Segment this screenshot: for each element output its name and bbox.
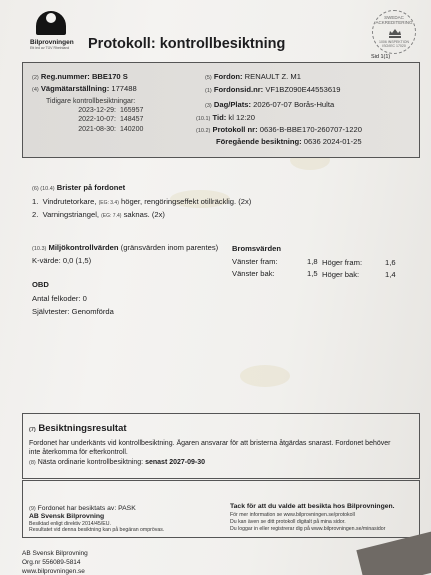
brakes-heading: Bromsvärden: [232, 244, 281, 253]
brake-left-rear-value: 1,5: [307, 269, 318, 278]
footer-box: [22, 480, 420, 538]
company-website: www.bilprovningen.se: [22, 568, 85, 575]
bilprovningen-logo: [30, 11, 72, 50]
brake-left-rear: Vänster bak:: [232, 269, 275, 278]
vehicle-model-field: (5) Fordon: RENAULT Z. M1: [205, 72, 301, 81]
page-number: Sid 1(1): [371, 54, 391, 60]
seal-top-text: SWEDAC ACKREDITERING: [375, 15, 413, 25]
info-line-1: För mer information se www.bilprovningen.se/protokoll: [230, 512, 355, 518]
appeal-text: Resultatet vid denna besiktning kan på begäran omprövas.: [29, 527, 165, 533]
brand-subtitle: Ett led av TÜV Rheinland: [30, 46, 70, 50]
time-field: (10.1) Tid: kl 12:20: [196, 113, 256, 122]
next-inspection-field: (8) Nästa ordinarie kontrollbesiktning: senast 2027-09-30: [29, 459, 206, 466]
thanks-text: Tack för att du valde att besikta hos Bilprovningen.: [230, 503, 395, 510]
info-line-3: Du loggar in eller registrerar dig på www.bilprovningen.se/minasidor: [230, 526, 386, 532]
directive-text: Besiktad enligt direktiv 2014/45/EU.: [29, 521, 111, 527]
seal-bottom-text: 1006 INSPEKTION ISO/IEC 17020: [379, 40, 409, 48]
info-line-2: Du kan även se ditt protokoll digitalt på mina sidor.: [230, 519, 346, 525]
brake-right-front: Höger fram:: [322, 258, 363, 267]
paper-stain: [240, 365, 290, 387]
brake-left-front: Vänster fram:: [232, 257, 278, 266]
brake-left-front-value: 1,8: [307, 257, 318, 266]
date-place-field: (3) Dag/Plats: 2026-07-07 Borås-Hulta: [205, 100, 335, 109]
defects-heading: (6) (10.4) Brister på fordonet: [32, 183, 126, 192]
result-heading: (7) Besiktningsresultat: [29, 423, 127, 434]
obd-heading: OBD: [32, 280, 49, 289]
brake-right-front-value: 1,6: [385, 258, 396, 267]
previous-inspection-field: Föregående besiktning: 0636 2024-01-25: [216, 137, 362, 146]
inspection-company: AB Svensk Bilprovning: [29, 513, 105, 520]
history-row: 2023-12-29: 165957: [78, 107, 144, 115]
inspection-history: [38, 97, 143, 134]
page-title: Protokoll: kontrollbesiktning: [88, 36, 286, 52]
inspected-by-field: (9) Fordonet har besiktats av: PASK: [29, 505, 136, 512]
crowns-icon: [388, 26, 402, 40]
defect-item: 1. Vindrutetorkare, (EG: 3.4) höger, rengöringseffekt otillräcklig. (2x): [32, 197, 252, 206]
result-text-line-1: Fordonet har underkänts vid kontrollbesiktning. Ägaren ansvarar för att bristerna åtgärdas snarast. Fordonet behöver: [29, 440, 391, 447]
emissions-heading: (10.3) Miljökontrollvärden (gränsvärden inom parentes): [32, 243, 219, 252]
logo-icon: [34, 11, 68, 37]
result-box: [22, 413, 420, 479]
history-title: Tidigare kontrollbesiktningar:: [46, 98, 136, 105]
history-row: 2022-10-07: 148457: [78, 116, 144, 124]
obd-self-test: Självtester: Genomförda: [32, 307, 114, 316]
brake-right-rear: Höger bak:: [322, 270, 360, 279]
reg-number-field: (2) Reg.nummer: BBE170 S: [32, 72, 128, 81]
defect-item: 2. Varningstriangel, (EG: 7.4) saknas. (2x): [32, 210, 165, 219]
brand-name: Bilprovningen: [30, 39, 74, 46]
brake-right-rear-value: 1,4: [385, 270, 396, 279]
history-row: 2021-08-30: 140200: [78, 125, 144, 133]
company-org-number: Org.nr 556089-5814: [22, 559, 81, 566]
swedac-seal: [372, 10, 416, 54]
k-value-field: K-värde: 0,0 (1,5): [32, 256, 92, 265]
odometer-field: (4) Vägmätarställning: 177488: [32, 84, 137, 93]
vin-field: (1) Fordonsid.nr: VF1BZ090E44553619: [205, 85, 341, 94]
result-text-line-2: inte återkomma för efterkontroll.: [29, 449, 128, 456]
company-name: AB Svensk Bilprovning: [22, 550, 88, 557]
obd-fault-count: Antal felkoder: 0: [32, 294, 87, 303]
protocol-number-field: (10.2) Protokoll nr: 0636-B-BBE170-260707-1220: [196, 125, 362, 134]
